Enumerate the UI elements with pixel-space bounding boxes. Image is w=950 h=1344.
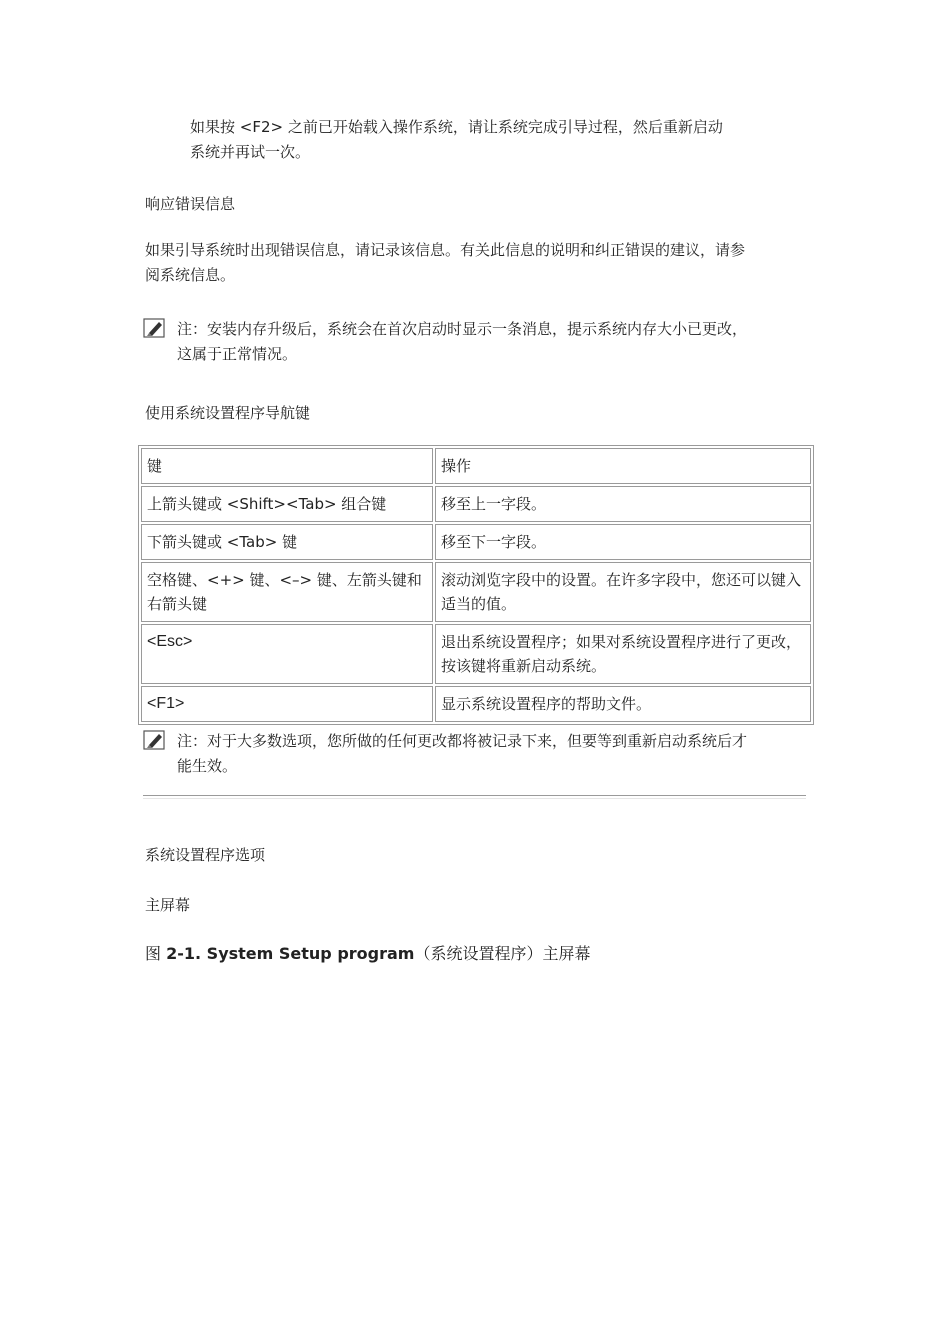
note-2-line-2: 能生效。 — [177, 757, 238, 775]
table-row — [141, 686, 811, 722]
table-row — [141, 524, 811, 560]
row-key: 下箭头键或 <Tab> 键 — [141, 524, 433, 560]
caption-prefix: 图 — [145, 944, 162, 963]
note-pencil-icon — [143, 730, 165, 750]
header-action: 操作 — [435, 448, 811, 484]
main-screen-heading: 主屏幕 — [145, 896, 191, 914]
row-key: <F1> — [141, 686, 433, 722]
intro-line-2: 系统并再试一次。 — [190, 143, 311, 161]
options-section-heading: 系统设置程序选项 — [145, 846, 266, 864]
nav-keys-table — [138, 445, 814, 725]
table-row — [141, 624, 811, 684]
row-action: 移至下一字段。 — [435, 524, 811, 560]
note-1-line-2: 这属于正常情况。 — [177, 345, 298, 363]
figure-caption — [145, 941, 590, 964]
error-line-2: 阅系统信息。 — [145, 266, 236, 284]
row-key: 空格键、<+> 键、<–> 键、左箭头键和右箭头键 — [141, 562, 433, 622]
row-action: 退出系统设置程序；如果对系统设置程序进行了更改，按该键将重新启动系统。 — [435, 624, 811, 684]
note-2-line-1: 注：对于大多数选项，您所做的任何更改都将被记录下来，但要等到重新启动系统后才 — [177, 732, 748, 750]
row-action: 显示系统设置程序的帮助文件。 — [435, 686, 811, 722]
note-2 — [177, 729, 817, 779]
note-1 — [177, 317, 817, 367]
row-key: <Esc> — [141, 624, 433, 684]
caption-suffix: （系统设置程序）主屏幕 — [414, 944, 591, 963]
row-key: 上箭头键或 <Shift><Tab> 组合键 — [141, 486, 433, 522]
error-section-heading: 响应错误信息 — [145, 195, 236, 213]
row-action: 滚动浏览字段中的设置。在许多字段中，您还可以键入适当的值。 — [435, 562, 811, 622]
note-1-line-1: 注：安装内存升级后，系统会在首次启动时显示一条消息，提示系统内存大小已更改， — [177, 320, 748, 338]
error-line-1: 如果引导系统时出现错误信息，请记录该信息。有关此信息的说明和纠正错误的建议，请参 — [145, 241, 746, 259]
nav-section-heading: 使用系统设置程序导航键 — [145, 404, 311, 422]
intro-line-1: 如果按 <F2> 之前已开始载入操作系统，请让系统完成引导过程，然后重新启动 — [190, 118, 723, 136]
table-header-row — [141, 448, 811, 484]
intro-paragraph — [190, 115, 820, 165]
table-row — [141, 562, 811, 622]
section-divider — [143, 795, 806, 799]
header-key: 键 — [141, 448, 433, 484]
error-paragraph — [145, 238, 815, 288]
note-pencil-icon — [143, 318, 165, 338]
row-action: 移至上一字段。 — [435, 486, 811, 522]
table-row — [141, 486, 811, 522]
caption-bold: 2-1. System Setup program — [166, 944, 415, 963]
